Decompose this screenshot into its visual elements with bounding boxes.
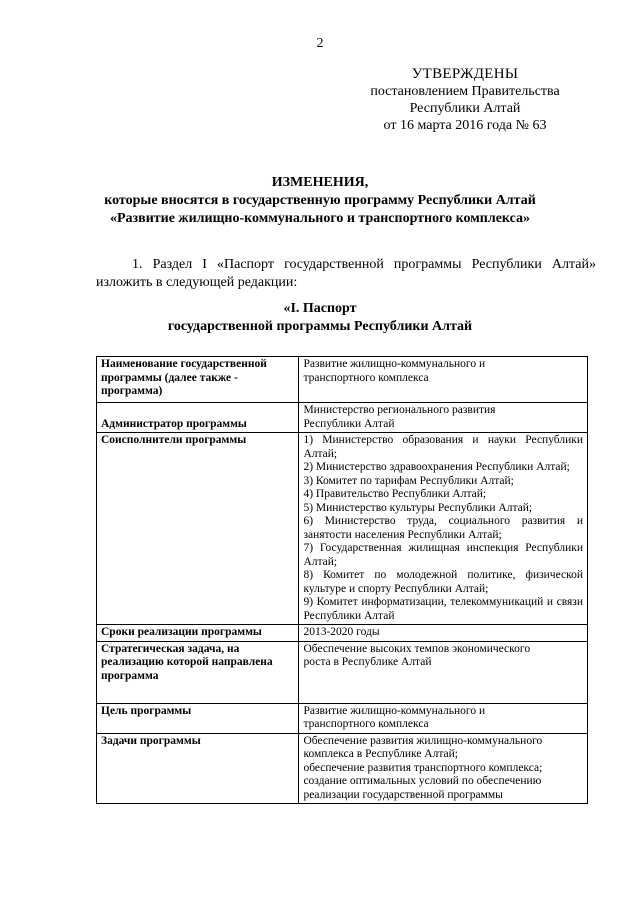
title-line: ИЗМЕНЕНИЯ, <box>271 175 369 190</box>
intro-line: изложить в следующей редакции: <box>96 275 298 290</box>
passport-table <box>96 356 588 804</box>
row-value <box>299 641 588 703</box>
value-line: транспортного комплекса <box>303 371 429 384</box>
title-line: которые вносятся в государственную программу Республики Алтай <box>104 193 536 208</box>
row-label: Наименование государственной программы (далее также - программа) <box>97 357 299 403</box>
passport-line: государственной программы Республики Алтай <box>167 319 473 334</box>
value-item: 2) Министерство здравоохранения Республики Алтай; <box>303 461 570 473</box>
table-row <box>97 703 588 733</box>
approval-heading: УТВЕРЖДЕНЫ <box>411 66 519 82</box>
value-line: Министерство регионального развития <box>303 404 496 416</box>
table-row <box>97 625 588 642</box>
approval-block <box>340 66 590 134</box>
value-line: Обеспечение высоких темпов экономического <box>303 642 531 655</box>
intro-line: 1. Раздел I «Паспорт государственной программы Республики Алтай» <box>132 257 596 272</box>
value-item: 5) Министерство культуры Республики Алтай; <box>303 501 533 514</box>
row-value <box>299 403 588 433</box>
value-line: 2013-2020 годы <box>303 626 380 638</box>
row-value <box>299 625 588 642</box>
row-label: Цель программы <box>97 703 299 733</box>
row-label: Администратор программы <box>97 403 299 433</box>
value-line: создание оптимальных условий по обеспечению <box>303 775 542 787</box>
approval-line: Республики Алтай <box>409 101 521 116</box>
intro-paragraph <box>96 256 596 292</box>
row-label: Сроки реализации программы <box>97 625 299 642</box>
value-line: комплекса в Республике Алтай; <box>303 748 458 760</box>
approval-date: от 16 марта 2016 года № 63 <box>383 118 547 133</box>
value-item: 6) Министерство труда, социального развития и занятости населения Республики Алтай; <box>303 515 583 541</box>
value-item: 3) Комитет по тарифам Республики Алтай; <box>303 474 514 487</box>
value-line: Республики Алтай <box>303 417 395 430</box>
value-line: реализации государственной программы <box>303 788 503 801</box>
approval-line: постановлением Правительства <box>370 84 560 99</box>
value-line: роста в Республике Алтай <box>303 656 432 668</box>
table-row <box>97 733 588 804</box>
passport-heading <box>0 300 640 336</box>
value-line: Развитие жилищно-коммунального и <box>303 704 486 717</box>
value-line: Развитие жилищно-коммунального и <box>303 358 486 370</box>
row-value <box>299 733 588 804</box>
table-row <box>97 641 588 703</box>
row-value <box>299 357 588 403</box>
row-label: Задачи программы <box>97 733 299 804</box>
value-item: 9) Комитет информатизации, телекоммуникаций и связи Республики Алтай <box>303 596 583 622</box>
document-title <box>0 174 640 228</box>
row-label: Стратегическая задача, на реализацию которой направлена программа <box>97 641 299 703</box>
table-row <box>97 433 588 625</box>
title-line: «Развитие жилищно-коммунального и транспортного комплекса» <box>109 211 531 226</box>
value-line: транспортного комплекса <box>303 718 429 730</box>
table-row <box>97 357 588 403</box>
row-value <box>299 703 588 733</box>
row-label: Соисполнители программы <box>97 433 299 625</box>
value-line: Обеспечение развития жилищно-коммунального <box>303 734 543 747</box>
value-item: 8) Комитет по молодежной политике, физической культуре и спорту Республики Алтай; <box>303 569 583 595</box>
row-value <box>299 433 588 625</box>
value-item: 7) Государственная жилищная инспекция Республики Алтай; <box>303 542 583 568</box>
page-number: 2 <box>316 36 324 51</box>
value-line: обеспечение развития транспортного комплекса; <box>303 761 543 774</box>
value-item: 1) Министерство образования и науки Республики Алтай; <box>303 434 583 460</box>
value-item: 4) Правительство Республики Алтай; <box>303 488 487 500</box>
passport-line: «I. Паспорт <box>283 301 357 316</box>
table-row <box>97 403 588 433</box>
